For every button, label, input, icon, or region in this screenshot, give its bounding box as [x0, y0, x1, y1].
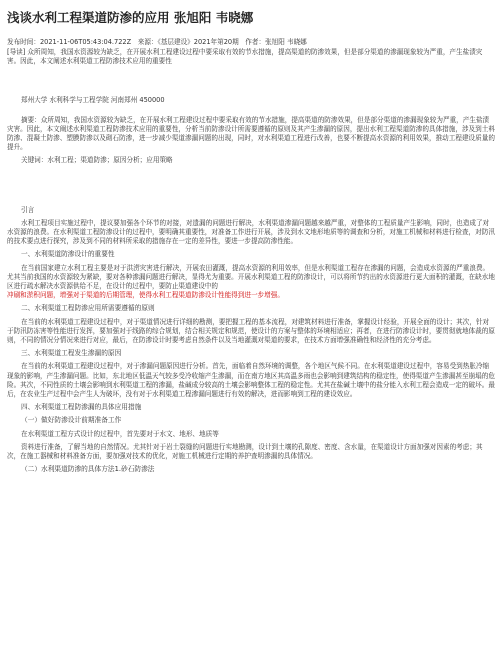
- intro-paragraph: 水利工程项目实施过程中，提议要加强各个环节的对接，对遗漏的问题进行解决，水利渠道渗漏问题越来越严重，对整体的工程质量产生影响，同时，也造成了对水资源的浪费。在水利渠道工程防渗设计的过程中，要明确其重要性，对准备工作进行开展，涉及到水文地形地质等的调查和分析，对施工机械和材料进行检查，对防汛的技术要点进行探究，涉及到不同的材料所采取的措施存在一定的差异性，要进一步提高防渗性能。: [7, 218, 495, 246]
- section-4-heading: 四、水利渠道工程防渗漏的具体应用措施: [21, 403, 142, 412]
- affiliation: 郑州大学 水利科学与工程学院 河南郑州 450000: [21, 96, 165, 105]
- intro-heading: 引言: [21, 205, 35, 214]
- subsection-4-1-intro: 在水利渠道工程方式设计的过程中，首先要对于水文、地形、地质等: [21, 429, 219, 438]
- guide-text: [导读] 众所周知，我国水资源较为缺乏，在开展水利工程建设过程中要采取有效的节水措施，提高渠道的防渗效果，但是部分渠道的渗漏现象较为严重，产生盐渍灾害。因此，本文阐述水利渠道工程防渗技术应用的重要性: [7, 48, 483, 66]
- section-2-heading: 二、水利渠道工程防渗应用所需要遵循的原则: [21, 304, 155, 313]
- section-1-heading: 一、水利渠道防渗设计的重要性: [21, 250, 115, 259]
- article-title: 浅谈水利工程渠道防渗的应用 张旭阳 韦晓娜: [7, 10, 254, 25]
- abstract: 摘要：众所周知，我国水资源较为缺乏，在开展水利工程建设过程中要采取有效的节水措施，提高渠道的防渗效果，但是部分渠道的渗漏现象较为严重，产生盐渍灾害。因此，本文阐述水利渠道工程防渗技术应用的重要性，分析当前防渗设计所需要遵循的原则及其产生渗漏的原因，提出水利工程渠道防渗的具体措施，涉及到土料防渗、混凝土防渗、塑膜防渗以及砌石防渗，进一步减少渠道渗漏问题的出现，同时，对水利渠道工程进行改善，也要不断提高水资源的利用效果，推动工程建设质量的提升。: [7, 115, 495, 152]
- keywords: 关键词：水利工程；渠道防渗；原因分析；应用策略: [21, 156, 173, 165]
- section-3-heading: 三、水利渠道工程发生渗漏的原因: [21, 349, 122, 358]
- subsection-4-1-paragraph: 资料进行准备，了解当地的自然情况。尤其针对于岩土裂缝的问题进行实地勘测，设计到土壤的孔隙度、密度、含水量，在渠道设计方面加强对因素的考虑；其次，在施工器械和材料准备方面，要加强对技术的优化，对施工机械进行定期的养护查明渗漏的具体情况。: [7, 442, 483, 461]
- section-1-highlight: 冲刷和淤积问题，增强对于渠道的后期管理，使得水利工程渠道防渗设计性能得到进一步增强。: [7, 291, 284, 300]
- subsection-4-2-heading: （二）水利渠道防渗的具体方法1.砂石防渗法: [21, 465, 155, 474]
- section-2-paragraph: 在当前的水利渠道工程建设过程中，对于渠道情况进行详细的勘测，要把握工程的基本流程，对建筑材料进行准备，掌握设计经验，开展全面的设计；其次，针对于防汛防冻害等性能进行发挥，要加强对于线路的综合规划，结合相关规定和规范，使设计的方案与整体的环境相适应；再者，在进行防渗设计时，要贯彻就地体裁的原则，不同的情况分情况来进行对应，最后，在防渗设计时要考虑自然条件以及当地灌溉对渠道的要求，在技术方面增强准确性和经济性的充分考虑。: [7, 317, 495, 345]
- section-3-paragraph: 在当前的水利渠道工程建设过程中，对于渗漏问题原因进行分析。首先，面临着自然环境的调整，各个地区气候不同。在水利渠道建设过程中，容易受到热胀冷缩现象的影响，产生渗漏问题。比如，东北地区低温天气较多受冷收缩产生渗漏，而在南方地区其高温多雨也会影响到建筑结构的稳定性，使得渠道产生渗漏甚至崩塌的危险。其次，不同性质的土壤会影响到水利渠道工程的渗漏，盐碱成分较高的土壤会影响整体工程的稳定性。尤其在盐碱土壤中的盐分能入水利工程会造成一定的破坏。最后，在农业生产过程中会产生人为破坏，没有对于水利渠道工程渗漏问题进行有效的解决，进而影响到工程的建设效应。: [7, 362, 495, 399]
- subsection-4-1-heading: （一）做好防渗设计前期准备工作: [21, 416, 122, 425]
- section-1-paragraph: 在当前国家建立水利工程主要是对于洪涝灾害进行解决，开展农田灌溉，提高水资源的利用效率，但是水利渠道工程存在渗漏的问题，会造成水资源的严重浪费。尤其当前我国的水资源较为紧缺，要对各种渗漏问题进行解决，显得尤为重要。开展水利渠道工程的防渗设计，可以将所节约出的水资源进行更大面积的灌溉，在缺水地区进行疏水解决水资源供给不足，在设计的过程中，要防止渠道建设中的: [7, 263, 495, 291]
- publish-meta: 发布时间：2021-11-06T05:43:04.722Z 来源：《基层建设》2021年第20期 作者：张旭阳 韦晓娜: [7, 38, 307, 46]
